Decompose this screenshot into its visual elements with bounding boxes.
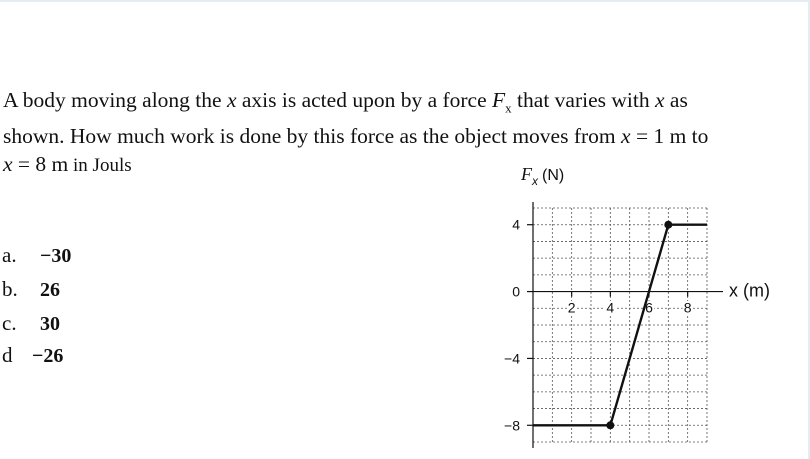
option-value: −30 bbox=[40, 245, 72, 267]
option-d[interactable] bbox=[2, 343, 63, 368]
chart-series bbox=[533, 221, 707, 430]
option-b[interactable] bbox=[2, 277, 60, 302]
force-curve-line bbox=[533, 225, 707, 426]
y-axis-label: $F_x$ (N) bbox=[521, 164, 565, 188]
data-point-marker bbox=[606, 421, 614, 429]
x-axis-label: x (m) bbox=[729, 280, 770, 301]
data-point-marker bbox=[664, 221, 672, 229]
option-letter: d bbox=[2, 343, 13, 367]
question-text: A body moving along the x axis is acted upon by a force $F_x$ that varies with x as shown. How much work is done by this force as the object moves from x = 1 m to x = 8 m in Jouls bbox=[3, 88, 709, 177]
option-value: 30 bbox=[40, 313, 60, 335]
option-c[interactable] bbox=[2, 311, 60, 336]
y-tick-label: 4 bbox=[512, 216, 520, 233]
option-letter: a. bbox=[2, 243, 17, 267]
x-tick-label: 6 bbox=[645, 299, 653, 316]
force-vs-position-chart bbox=[480, 150, 800, 455]
option-value: 26 bbox=[40, 279, 60, 301]
option-value: −26 bbox=[32, 345, 64, 367]
option-letter: c. bbox=[2, 311, 17, 335]
option-letter: b. bbox=[2, 277, 18, 301]
y-tick-label: −8 bbox=[504, 417, 520, 434]
chart-grid bbox=[533, 208, 707, 442]
x-tick-label: 4 bbox=[606, 299, 615, 316]
y-tick-label: 0 bbox=[512, 283, 520, 300]
option-a[interactable] bbox=[2, 243, 71, 268]
page-frame-top bbox=[0, 0, 810, 2]
y-tick-label: −4 bbox=[504, 350, 520, 367]
x-tick-label: 8 bbox=[683, 299, 692, 316]
x-tick-label: 2 bbox=[567, 299, 576, 316]
